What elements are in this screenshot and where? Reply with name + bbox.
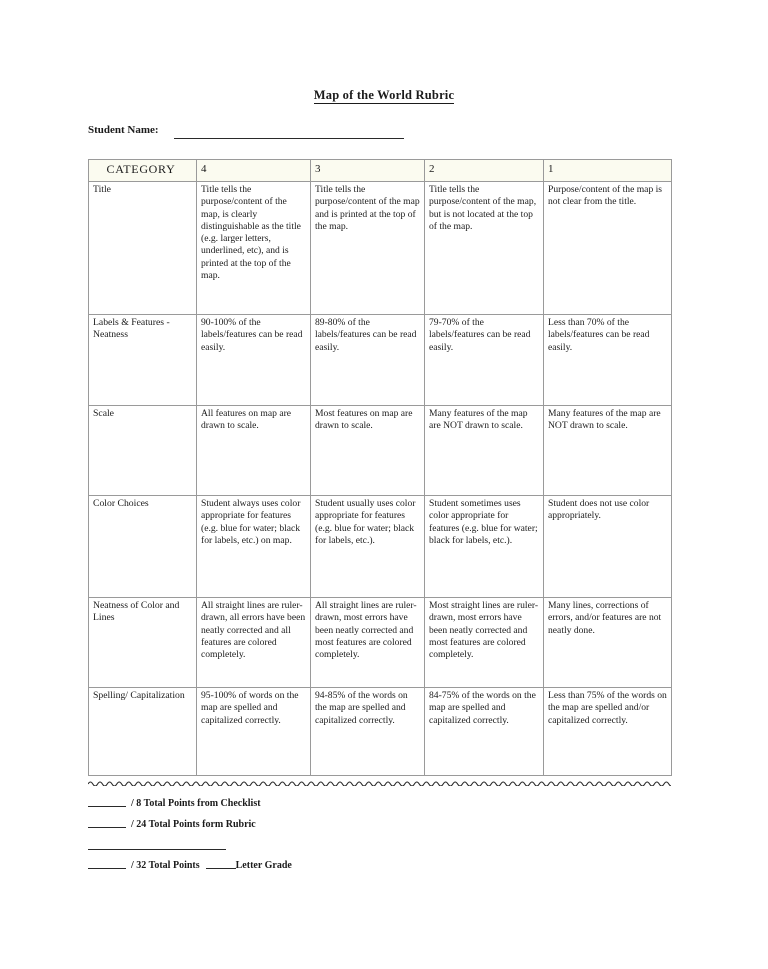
checklist-score-input[interactable]	[88, 806, 126, 807]
criterion-level-1: Many lines, corrections of errors, and/or features are not neatly done.	[544, 598, 672, 688]
criterion-level-3: Student usually uses color appropriate for features (e.g. blue for water; black for labels, etc.).	[311, 496, 425, 598]
table-row	[89, 315, 672, 406]
student-name-input[interactable]	[174, 138, 404, 139]
table-row	[89, 688, 672, 776]
page-title	[0, 88, 768, 103]
total-score-line	[88, 860, 292, 871]
criterion-level-2: Many features of the map are NOT drawn to scale.	[425, 406, 544, 496]
total-divider-rule	[88, 849, 226, 850]
criterion-level-4: Student always uses color appropriate for features (e.g. blue for water; black for labels, etc.) on map.	[197, 496, 311, 598]
student-name-label: Student Name:	[88, 124, 159, 136]
page-title-text: Map of the World Rubric	[313, 88, 455, 102]
criterion-level-4: All straight lines are ruler-drawn, all errors have been neatly corrected and all features are colored completely.	[197, 598, 311, 688]
criterion-level-1: Many features of the map are NOT drawn to scale.	[544, 406, 672, 496]
criterion-level-2: Title tells the purpose/content of the map, but is not located at the top of the map.	[425, 182, 544, 315]
wavy-divider	[88, 779, 671, 786]
letter-grade-label: Letter Grade	[235, 860, 292, 871]
scoring-footer	[88, 798, 648, 840]
criterion-level-2: 79-70% of the labels/features can be read easily.	[425, 315, 544, 406]
criterion-level-1: Purpose/content of the map is not clear from the title.	[544, 182, 672, 315]
table-row	[89, 496, 672, 598]
checklist-score-label: / 8 Total Points from Checklist	[131, 798, 261, 809]
student-name-row	[88, 124, 648, 142]
criterion-level-3: 94-85% of the words on the map are spelled and capitalized correctly.	[311, 688, 425, 776]
criterion-level-2: Student sometimes uses color appropriate for features (e.g. blue for water; black for labels, etc.).	[425, 496, 544, 598]
rubric-score-line	[88, 819, 648, 840]
column-header-category: CATEGORY	[89, 160, 197, 182]
table-row	[89, 406, 672, 496]
criterion-name: Scale	[89, 406, 197, 496]
criterion-name: Color Choices	[89, 496, 197, 598]
criterion-level-2: Most straight lines are ruler-drawn, most errors have been neatly corrected and most features are colored completely.	[425, 598, 544, 688]
table-row	[89, 598, 672, 688]
criterion-level-1: Less than 75% of the words on the map are spelled and/or capitalized correctly.	[544, 688, 672, 776]
criterion-level-4: Title tells the purpose/content of the map, is clearly distinguishable as the title (e.g. larger letters, underlined, etc), and is printed at the top of the map.	[197, 182, 311, 315]
column-header-1: 1	[544, 160, 672, 182]
criterion-level-2: 84-75% of the words on the map are spelled and capitalized correctly.	[425, 688, 544, 776]
column-header-3: 3	[311, 160, 425, 182]
criterion-name: Neatness of Color and Lines	[89, 598, 197, 688]
criterion-level-1: Student does not use color appropriately.	[544, 496, 672, 598]
rubric-table	[88, 159, 672, 776]
checklist-score-line	[88, 798, 648, 819]
rubric-score-label: / 24 Total Points form Rubric	[131, 819, 256, 830]
rubric-score-input[interactable]	[88, 827, 126, 828]
table-header-row	[89, 160, 672, 182]
criterion-level-3: Title tells the purpose/content of the map and is printed at the top of the map.	[311, 182, 425, 315]
criterion-level-3: Most features on map are drawn to scale.	[311, 406, 425, 496]
criterion-level-3: All straight lines are ruler-drawn, most errors have been neatly corrected and most features are colored completely.	[311, 598, 425, 688]
column-header-4: 4	[197, 160, 311, 182]
criterion-name: Spelling/ Capitalization	[89, 688, 197, 776]
criterion-level-1: Less than 70% of the labels/features can be read easily.	[544, 315, 672, 406]
total-points-label: / 32 Total Points	[131, 860, 200, 871]
criterion-level-4: 95-100% of words on the map are spelled and capitalized correctly.	[197, 688, 311, 776]
total-points-input[interactable]	[88, 868, 126, 869]
letter-grade-input[interactable]	[206, 868, 236, 869]
column-header-2: 2	[425, 160, 544, 182]
criterion-level-4: 90-100% of the labels/features can be read easily.	[197, 315, 311, 406]
criterion-name: Title	[89, 182, 197, 315]
table-row	[89, 182, 672, 315]
criterion-level-4: All features on map are drawn to scale.	[197, 406, 311, 496]
criterion-level-3: 89-80% of the labels/features can be read easily.	[311, 315, 425, 406]
criterion-name: Labels & Features - Neatness	[89, 315, 197, 406]
